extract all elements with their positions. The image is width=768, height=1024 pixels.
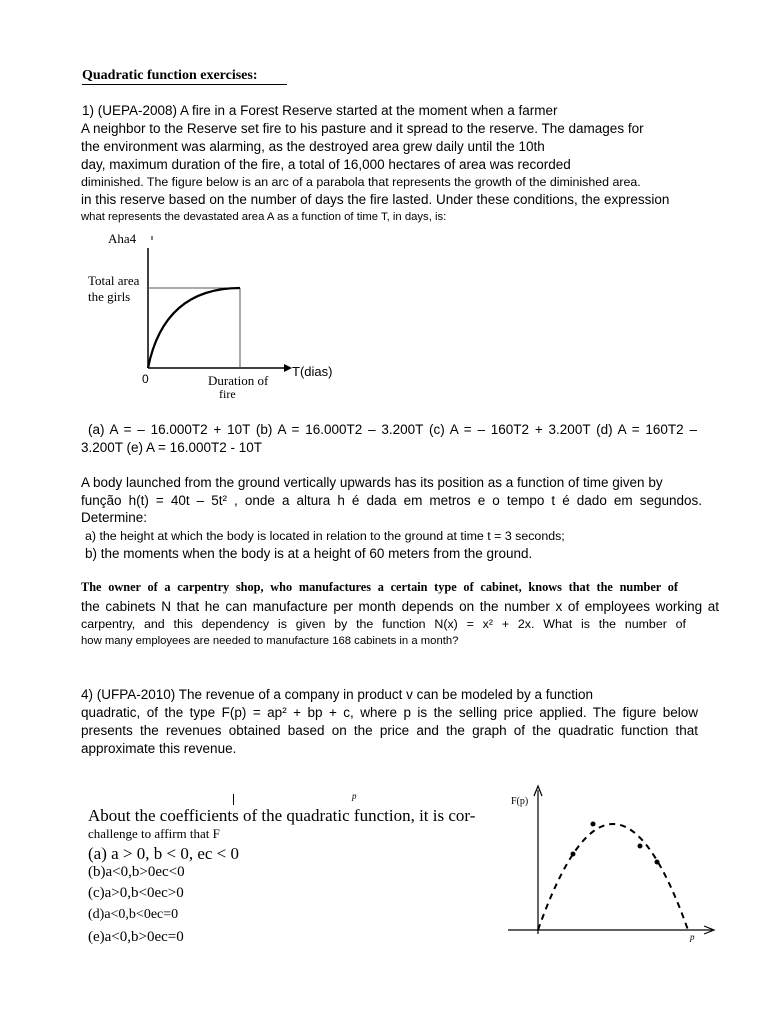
q2-line-1: A body launched from the ground vertically upwards has its position as a function of time given by (81, 475, 663, 490)
fitted-parabola (538, 824, 688, 930)
q5-option-a: (a) a > 0, b < 0, ec < 0 (88, 844, 240, 863)
q1-line-7: what represents the devastated area A as a function of time T, in days, is: (81, 211, 447, 223)
y-label-2: the girls (88, 289, 131, 304)
q1-line-6: in this reserve based on the number of days the fire lasted. Under these conditions, the expression (81, 192, 670, 207)
q2-item-b: b) the moments when the body is at a height of 60 meters from the ground. (85, 546, 533, 561)
q3-line-4: how many employees are needed to manufacture 168 cabinets in a month? (81, 635, 459, 647)
q2-line-2: função h(t) = 40t – 5t² , onde a altura h é dada em metros e o tempo t é dado em segundos. (81, 493, 702, 508)
q1-line-4: day, maximum duration of the fire, a total of 16,000 hectares of area was recorded (81, 157, 571, 172)
q1-line-3: the environment was alarming, as the destroyed area grew daily until the 10th (81, 139, 545, 154)
q5-subheading: challenge to affirm that F (88, 826, 220, 841)
revenue-figure (498, 776, 726, 944)
data-point (571, 852, 576, 857)
stray-p-mark: p (352, 791, 357, 801)
q4-line-3: presents the revenues obtained based on the price and the graph of the quadratic function that (81, 723, 698, 738)
revenue-graph (498, 776, 726, 944)
x-axis-arrow (284, 364, 292, 372)
q1-options-line-2: 3.200T (e) A = 16.000T2 - 10T (81, 440, 262, 455)
q3-line-1: The owner of a carpentry shop, who manufactures a certain type of cabinet, knows that the number of (81, 580, 678, 594)
q1-line-2: A neighbor to the Reserve set fire to his pasture and it spread to the reserve. The damages for (81, 121, 644, 136)
data-point (655, 860, 660, 865)
q2-line-3: Determine: (81, 510, 148, 525)
q3-line-2: the cabinets N that he can manufacture per month depends on the number x of employees working at (81, 599, 719, 614)
q1-line-1: 1) (UEPA-2008) A fire in a Forest Reserve started at the moment when a farmer (82, 103, 558, 118)
q3-line-3: carpentry, and this dependency is given by the function N(x) = x² + 2x. What is the number of (81, 617, 686, 631)
q4-line-4: approximate this revenue. (81, 741, 237, 756)
q4-line-2: quadratic, of the type F(p) = ap² + bp + c, where p is the selling price applied. The figure below (81, 705, 698, 720)
q5-heading: About the coefficients of the quadratic function, it is cor- (88, 806, 476, 825)
q5-option-d: (d)a<0,b<0ec=0 (88, 907, 179, 922)
q5-option-c: (c)a>0,b<0ec>0 (88, 885, 184, 901)
p-axis-label: p (690, 932, 695, 942)
page-title: Quadratic function exercises: (82, 68, 258, 83)
q1-line-5: diminished. The figure below is an arc of a parabola that represents the growth of the diminished area. (81, 175, 641, 189)
y-title: Aha4 (108, 231, 137, 246)
q1-options-line-1: (a) A = – 16.000T2 + 10T (b) A = 16.000T2 – 3.200T (c) A = – 160T2 + 3.200T (d) A = 160T2 – (88, 422, 697, 437)
area-vs-time-figure (86, 228, 346, 410)
y-label-1: Total area (88, 273, 140, 288)
q5-option-b: (b)a<0,b>0ec<0 (88, 864, 185, 880)
q2-item-a: a) the height at which the body is located in relation to the ground at time t = 3 seconds; (85, 529, 565, 543)
origin-label: 0 (142, 372, 149, 386)
f-of-p-label: F(p) (511, 796, 529, 807)
title-underline (82, 84, 287, 85)
q4-line-1: 4) (UFPA-2010) The revenue of a company in product v can be modeled by a function (81, 687, 594, 702)
x-axis-label: T(dias) (292, 364, 333, 379)
duration-label-1: Duration of (208, 373, 269, 388)
parabola-arc (148, 288, 240, 368)
q5-option-e: (e)a<0,b>0ec=0 (88, 929, 184, 945)
duration-label-2: fire (219, 387, 236, 401)
data-point (638, 844, 643, 849)
stray-tick (233, 794, 234, 805)
data-point (591, 822, 596, 827)
